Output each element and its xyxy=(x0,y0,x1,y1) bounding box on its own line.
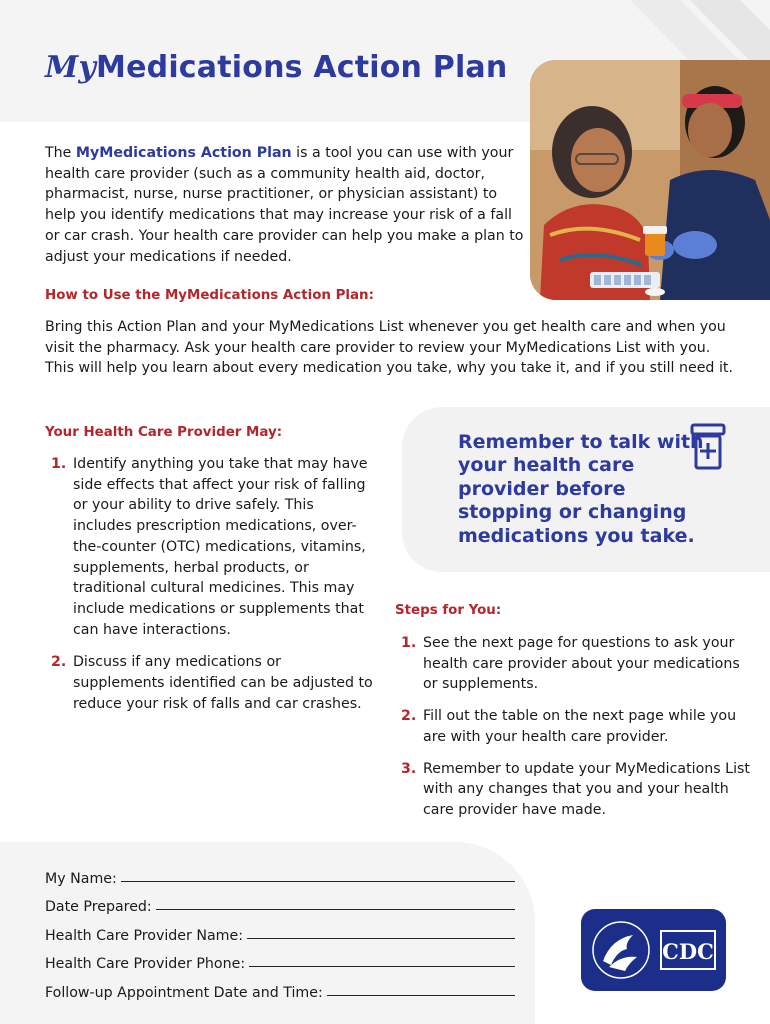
provider-heading: Your Health Care Provider May: xyxy=(45,425,283,440)
hero-photo xyxy=(530,60,770,300)
blank-line[interactable] xyxy=(249,966,515,967)
how-to-heading: How to Use the MyMedications Action Plan: xyxy=(45,288,374,303)
form-line-provider-name[interactable]: Health Care Provider Name: xyxy=(45,915,515,944)
agency-logos xyxy=(581,909,726,991)
steps-heading: Steps for You: xyxy=(395,603,502,618)
intro-rest: is a tool you can use with your health care provider (such as a community health aid, doctor, pharmacist, nurse, nurse practitioner, or physician assistant) to help you identify medications that may increase your risk of a fall or car crash. Your health care provider can help you make a plan to adjust your medications if needed. xyxy=(45,145,524,265)
reminder-text: Remember to talk with your health care provider before stopping or changing medications you take. xyxy=(458,431,704,547)
intro-lead: The xyxy=(45,145,76,161)
title-prefix: My xyxy=(45,50,97,85)
blank-line[interactable] xyxy=(327,995,515,996)
list-item: 2. Fill out the table on the next page while you are with your health care provider. xyxy=(401,708,737,745)
list-item: 1. Identify anything you take that may have side effects that affect your risk of falling or your ability to drive safely. This includes prescription medications, over-the-counter (OTC) medications, vitamins, supplements, herbal products, or traditional cultural medicines. This may include medications or supplements that can have interactions. xyxy=(51,456,368,638)
prescription-bottle-icon xyxy=(690,423,726,471)
list-item: 1. See the next page for questions to ask your health care provider about your medications or supplements. xyxy=(401,635,740,693)
form-line-name[interactable]: My Name: xyxy=(45,858,515,887)
patient-form xyxy=(45,858,515,1001)
intro-highlight: MyMedications Action Plan xyxy=(75,145,292,161)
blank-line[interactable] xyxy=(247,938,515,939)
blank-line[interactable] xyxy=(121,881,515,882)
how-to-body: Bring this Action Plan and your MyMedications List whenever you get health care and when you visit the pharmacy. Ask your health care provider to review your MyMedications List with you. This will help you learn about every medication you take, why you take it, and if you still need it. xyxy=(45,319,733,377)
steps-list xyxy=(395,633,755,821)
intro-paragraph xyxy=(45,143,525,267)
list-item: 3. Remember to update your MyMedications List with any changes that you and your health care provider have made. xyxy=(401,760,750,818)
page-title xyxy=(45,50,507,85)
form-line-followup[interactable]: Follow-up Appointment Date and Time: xyxy=(45,972,515,1001)
form-line-date[interactable]: Date Prepared: xyxy=(45,887,515,916)
hhs-cdc-logo-icon xyxy=(581,909,726,991)
list-item: 2. Discuss if any medications or supplements identified can be adjusted to reduce your risk of falls and car crashes. xyxy=(51,654,373,712)
blank-line[interactable] xyxy=(156,909,515,910)
title-main: Medications Action Plan xyxy=(96,50,508,85)
form-line-provider-phone[interactable]: Health Care Provider Phone: xyxy=(45,944,515,973)
svg-text:CDC: CDC xyxy=(662,939,714,964)
provider-list xyxy=(45,454,375,714)
